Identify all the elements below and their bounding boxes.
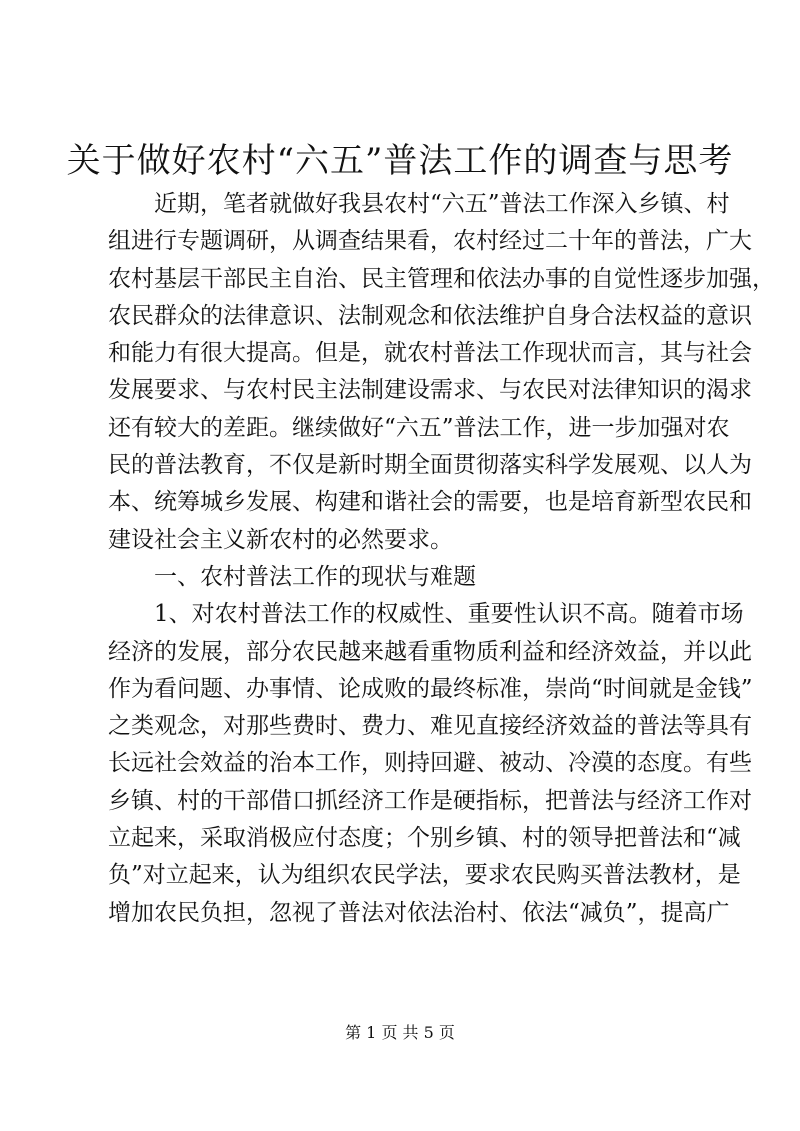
section-heading: 一、农村普法工作的现状与难题 bbox=[154, 563, 476, 590]
paragraph-line: 还有较大的差距。继续做好“六五”普法工作，进一步加强对农 bbox=[108, 414, 730, 441]
paragraph-line: 乡镇、村的干部借口抓经济工作是硬指标，把普法与经济工作对 bbox=[108, 787, 752, 814]
page-footer: 第 1 页 共 5 页 bbox=[345, 1023, 455, 1042]
document-title: 关于做好农村“六五”普法工作的调查与思考 bbox=[66, 141, 734, 181]
paragraph-line: 增加农民负担，忽视了普法对依法治村、依法“减负”，提高广 bbox=[108, 899, 730, 926]
paragraph-line: 负”对立起来，认为组织农民学法，要求农民购买普法教材，是 bbox=[108, 862, 741, 889]
paragraph-line: 农村基层干部民主自治、民主管理和依法办事的自觉性逐步加强， bbox=[108, 265, 775, 292]
paragraph-line: 组进行专题调研，从调查结果看，农村经过二十年的普法，广大 bbox=[108, 228, 752, 255]
paragraph-line: 建设社会主义新农村的必然要求。 bbox=[108, 526, 453, 553]
paragraph-line: 经济的发展，部分农民越来越看重物质利益和经济效益，并以此 bbox=[108, 638, 752, 665]
paragraph-line: 之类观念，对那些费时、费力、难见直接经济效益的普法等具有 bbox=[108, 713, 752, 740]
paragraph-line: 长远社会效益的治本工作，则持回避、被动、冷漠的态度。有些 bbox=[108, 750, 752, 777]
paragraph-line: 立起来，采取消极应付态度；个别乡镇、村的领导把普法和“减 bbox=[108, 825, 741, 852]
paragraph-line: 和能力有很大提高。但是，就农村普法工作现状而言，其与社会 bbox=[108, 340, 752, 367]
paragraph-line: 农民群众的法律意识、法制观念和依法维护自身合法权益的意识 bbox=[108, 302, 752, 329]
paragraph-line: 1、对农村普法工作的权威性、重要性认识不高。随着市场 bbox=[154, 601, 744, 628]
paragraph-line: 作为看问题、办事情、论成败的最终标准，崇尚“时间就是金钱” bbox=[108, 675, 753, 702]
paragraph-line: 民的普法教育，不仅是新时期全面贯彻落实科学发展观、以人为 bbox=[108, 452, 752, 479]
document-body bbox=[108, 186, 775, 932]
paragraph-line: 近期，笔者就做好我县农村“六五”普法工作深入乡镇、村 bbox=[154, 191, 730, 217]
paragraph-line: 发展要求、与农村民主法制建设需求、与农民对法律知识的渴求 bbox=[108, 377, 752, 404]
paragraph-line: 本、统筹城乡发展、构建和谐社会的需要，也是培育新型农民和 bbox=[108, 489, 752, 516]
